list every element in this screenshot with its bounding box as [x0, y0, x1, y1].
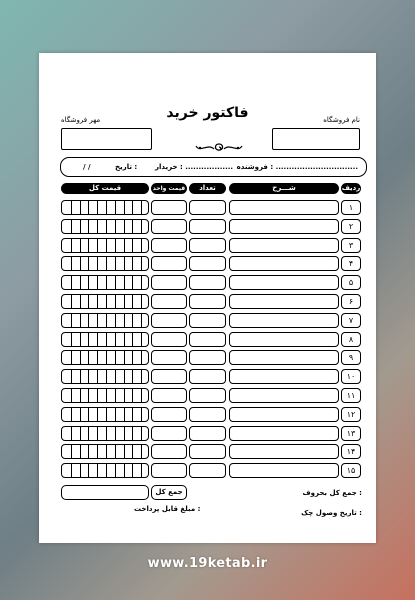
quantity-cell[interactable] [189, 294, 226, 309]
digit-divider [80, 314, 81, 327]
unit-price-cell[interactable] [151, 219, 187, 234]
digit-divider [115, 389, 116, 402]
unit-price-cell[interactable] [151, 332, 187, 347]
quantity-cell[interactable] [189, 444, 226, 459]
digit-divider [97, 427, 98, 440]
digit-divider [71, 427, 72, 440]
digit-divider [88, 295, 89, 308]
digit-divider [80, 351, 81, 364]
digit-divider [88, 239, 89, 252]
description-cell[interactable] [229, 313, 339, 328]
total-price-cell[interactable] [61, 294, 149, 309]
digit-divider [124, 445, 125, 458]
digit-divider [132, 239, 133, 252]
total-price-cell[interactable] [61, 350, 149, 365]
digit-divider [115, 257, 116, 270]
digit-divider [97, 239, 98, 252]
digit-divider [115, 295, 116, 308]
digit-divider [141, 314, 142, 327]
digit-divider [106, 276, 107, 289]
digit-divider [88, 389, 89, 402]
description-cell[interactable] [229, 350, 339, 365]
header-quantity: تعداد [189, 183, 226, 194]
description-cell[interactable] [229, 463, 339, 478]
digit-divider [124, 201, 125, 214]
digit-divider [80, 445, 81, 458]
row-number: ۴ [341, 256, 361, 271]
store-name-box[interactable] [272, 128, 360, 150]
digit-divider [141, 464, 142, 477]
row-number: ۲ [341, 219, 361, 234]
digit-divider [115, 408, 116, 421]
digit-divider [132, 408, 133, 421]
row-number: ۸ [341, 332, 361, 347]
description-cell[interactable] [229, 444, 339, 459]
row-number: ۵ [341, 275, 361, 290]
description-cell[interactable] [229, 426, 339, 441]
digit-divider [88, 220, 89, 233]
invoice-title: فاکتور خرید [166, 105, 249, 121]
digit-divider [97, 276, 98, 289]
digit-divider [106, 464, 107, 477]
store-stamp-label: مهر فروشگاه [61, 116, 101, 124]
digit-divider [115, 333, 116, 346]
digit-divider [132, 257, 133, 270]
digit-divider [124, 389, 125, 402]
unit-price-cell[interactable] [151, 369, 187, 384]
unit-price-cell[interactable] [151, 388, 187, 403]
digit-divider [132, 201, 133, 214]
digit-divider [97, 314, 98, 327]
grand-total-label-box [151, 485, 187, 500]
digit-divider [141, 445, 142, 458]
digit-divider [132, 445, 133, 458]
digit-divider [71, 351, 72, 364]
digit-divider [141, 239, 142, 252]
check-receipt-date-label[interactable]: تاریخ وصول چک : [301, 509, 362, 517]
quantity-cell[interactable] [189, 200, 226, 215]
quantity-cell[interactable] [189, 426, 226, 441]
digit-divider [132, 295, 133, 308]
total-price-cell[interactable] [61, 407, 149, 422]
quantity-cell[interactable] [189, 238, 226, 253]
digit-divider [106, 314, 107, 327]
digit-divider [71, 295, 72, 308]
digit-divider [97, 389, 98, 402]
digit-divider [124, 464, 125, 477]
digit-divider [141, 333, 142, 346]
unit-price-cell[interactable] [151, 350, 187, 365]
total-price-cell[interactable] [61, 256, 149, 271]
row-number: ۱۲ [341, 407, 361, 422]
digit-divider [124, 295, 125, 308]
digit-divider [124, 276, 125, 289]
store-stamp-box[interactable] [61, 128, 152, 150]
digit-divider [97, 257, 98, 270]
quantity-cell[interactable] [189, 219, 226, 234]
digit-divider [132, 220, 133, 233]
digit-divider [71, 408, 72, 421]
quantity-cell[interactable] [189, 388, 226, 403]
unit-price-cell[interactable] [151, 426, 187, 441]
digit-divider [106, 445, 107, 458]
digit-divider [132, 389, 133, 402]
unit-price-cell[interactable] [151, 200, 187, 215]
quantity-cell[interactable] [189, 407, 226, 422]
row-number: ۱۴ [341, 444, 361, 459]
digit-divider [71, 239, 72, 252]
ornament-icon [194, 141, 244, 155]
buyer-field[interactable]: خریدار : .................. [155, 163, 234, 171]
row-number: ۱ [341, 200, 361, 215]
description-cell[interactable] [229, 407, 339, 422]
header-description: شـــرح [229, 183, 339, 194]
total-price-cell[interactable] [61, 444, 149, 459]
description-cell[interactable] [229, 275, 339, 290]
total-price-cell[interactable] [61, 313, 149, 328]
description-cell[interactable] [229, 219, 339, 234]
digit-divider [115, 370, 116, 383]
digit-divider [97, 201, 98, 214]
unit-price-cell[interactable] [151, 294, 187, 309]
quantity-cell[interactable] [189, 275, 226, 290]
digit-divider [106, 220, 107, 233]
digit-divider [71, 257, 72, 270]
digit-divider [106, 370, 107, 383]
total-price-cell[interactable] [61, 332, 149, 347]
invoice-sheet [39, 53, 376, 543]
digit-divider [88, 257, 89, 270]
quantity-cell[interactable] [189, 369, 226, 384]
digit-divider [141, 408, 142, 421]
row-number: ۱۰ [341, 369, 361, 384]
digit-divider [88, 314, 89, 327]
digit-divider [141, 370, 142, 383]
row-number: ۷ [341, 313, 361, 328]
total-price-cell[interactable] [61, 238, 149, 253]
seller-field[interactable]: فروشنده : ............................... [236, 163, 358, 171]
digit-divider [124, 239, 125, 252]
digit-divider [124, 257, 125, 270]
header-total-price: قیمت کل [61, 183, 149, 194]
digit-divider [106, 427, 107, 440]
digit-divider [71, 333, 72, 346]
digit-divider [80, 408, 81, 421]
store-name-label: نام فروشگاه [323, 116, 360, 124]
digit-divider [106, 389, 107, 402]
digit-divider [132, 351, 133, 364]
quantity-cell[interactable] [189, 332, 226, 347]
digit-divider [88, 333, 89, 346]
unit-price-cell[interactable] [151, 275, 187, 290]
digit-divider [80, 220, 81, 233]
digit-divider [97, 445, 98, 458]
invoice-info-bar [60, 157, 367, 177]
digit-divider [97, 370, 98, 383]
quantity-cell[interactable] [189, 350, 226, 365]
row-number: ۱۵ [341, 463, 361, 478]
watermark-url: www.19ketab.ir [147, 556, 268, 571]
description-cell[interactable] [229, 388, 339, 403]
digit-divider [97, 408, 98, 421]
digit-divider [80, 427, 81, 440]
digit-divider [141, 201, 142, 214]
total-price-cell[interactable] [61, 463, 149, 478]
total-price-cell[interactable] [61, 369, 149, 384]
digit-divider [88, 408, 89, 421]
digit-divider [80, 333, 81, 346]
digit-divider [80, 295, 81, 308]
header-unit-price: قیمت واحد [152, 185, 186, 192]
date-label: تاریخ : [115, 163, 138, 171]
digit-divider [88, 445, 89, 458]
digit-divider [115, 220, 116, 233]
description-cell[interactable] [229, 294, 339, 309]
description-cell[interactable] [229, 200, 339, 215]
digit-divider [88, 276, 89, 289]
digit-divider [115, 276, 116, 289]
digit-divider [106, 295, 107, 308]
digit-divider [124, 220, 125, 233]
digit-divider [132, 370, 133, 383]
digit-divider [97, 351, 98, 364]
total-price-cell[interactable] [61, 200, 149, 215]
digit-divider [141, 295, 142, 308]
digit-divider [124, 427, 125, 440]
row-number: ۶ [341, 294, 361, 309]
unit-price-cell[interactable] [151, 407, 187, 422]
digit-divider [88, 351, 89, 364]
digit-divider [88, 201, 89, 214]
digit-divider [97, 220, 98, 233]
digit-divider [124, 333, 125, 346]
digit-divider [80, 239, 81, 252]
quantity-cell[interactable] [189, 256, 226, 271]
digit-divider [132, 333, 133, 346]
unit-price-cell[interactable] [151, 238, 187, 253]
digit-divider [115, 351, 116, 364]
unit-price-cell[interactable] [151, 463, 187, 478]
digit-divider [141, 220, 142, 233]
digit-divider [141, 389, 142, 402]
row-number: ۱۳ [341, 426, 361, 441]
digit-divider [106, 333, 107, 346]
unit-price-cell[interactable] [151, 256, 187, 271]
digit-divider [80, 370, 81, 383]
total-price-cell[interactable] [61, 388, 149, 403]
digit-divider [132, 427, 133, 440]
description-cell[interactable] [229, 332, 339, 347]
digit-divider [71, 201, 72, 214]
digit-divider [71, 464, 72, 477]
grand-total-box[interactable] [61, 485, 149, 500]
description-cell[interactable] [229, 256, 339, 271]
digit-divider [141, 257, 142, 270]
digit-divider [71, 389, 72, 402]
total-price-cell[interactable] [61, 275, 149, 290]
digit-divider [80, 201, 81, 214]
digit-divider [115, 314, 116, 327]
row-number: ۳ [341, 238, 361, 253]
digit-divider [115, 464, 116, 477]
digit-divider [88, 370, 89, 383]
quantity-cell[interactable] [189, 463, 226, 478]
description-cell[interactable] [229, 238, 339, 253]
digit-divider [71, 445, 72, 458]
digit-divider [97, 464, 98, 477]
digit-divider [124, 314, 125, 327]
total-price-cell[interactable] [61, 426, 149, 441]
digit-divider [97, 295, 98, 308]
digit-divider [71, 314, 72, 327]
digit-divider [80, 257, 81, 270]
digit-divider [124, 351, 125, 364]
digit-divider [132, 276, 133, 289]
digit-divider [106, 239, 107, 252]
digit-divider [88, 464, 89, 477]
description-cell[interactable] [229, 369, 339, 384]
digit-divider [71, 276, 72, 289]
digit-divider [115, 427, 116, 440]
digit-divider [97, 333, 98, 346]
payable-amount-label[interactable]: مبلغ قابل پرداخت : [134, 505, 201, 513]
digit-divider [115, 201, 116, 214]
digit-divider [71, 220, 72, 233]
digit-divider [132, 464, 133, 477]
digit-divider [106, 257, 107, 270]
digit-divider [115, 445, 116, 458]
grand-total-label: جمع کل [155, 488, 183, 496]
digit-divider [115, 239, 116, 252]
digit-divider [80, 276, 81, 289]
digit-divider [132, 314, 133, 327]
date-field[interactable]: / / [83, 163, 91, 171]
unit-price-cell[interactable] [151, 313, 187, 328]
digit-divider [88, 427, 89, 440]
row-number: ۹ [341, 350, 361, 365]
digit-divider [106, 351, 107, 364]
digit-divider [106, 201, 107, 214]
digit-divider [124, 408, 125, 421]
digit-divider [124, 370, 125, 383]
digit-divider [141, 427, 142, 440]
digit-divider [80, 389, 81, 402]
total-in-words-label: جمع کل بحروف : [302, 489, 362, 497]
total-price-cell[interactable] [61, 219, 149, 234]
header-row: ردیف [341, 184, 361, 192]
digit-divider [141, 276, 142, 289]
unit-price-cell[interactable] [151, 444, 187, 459]
row-number: ۱۱ [341, 388, 361, 403]
digit-divider [71, 370, 72, 383]
digit-divider [80, 464, 81, 477]
digit-divider [106, 408, 107, 421]
digit-divider [141, 351, 142, 364]
quantity-cell[interactable] [189, 313, 226, 328]
